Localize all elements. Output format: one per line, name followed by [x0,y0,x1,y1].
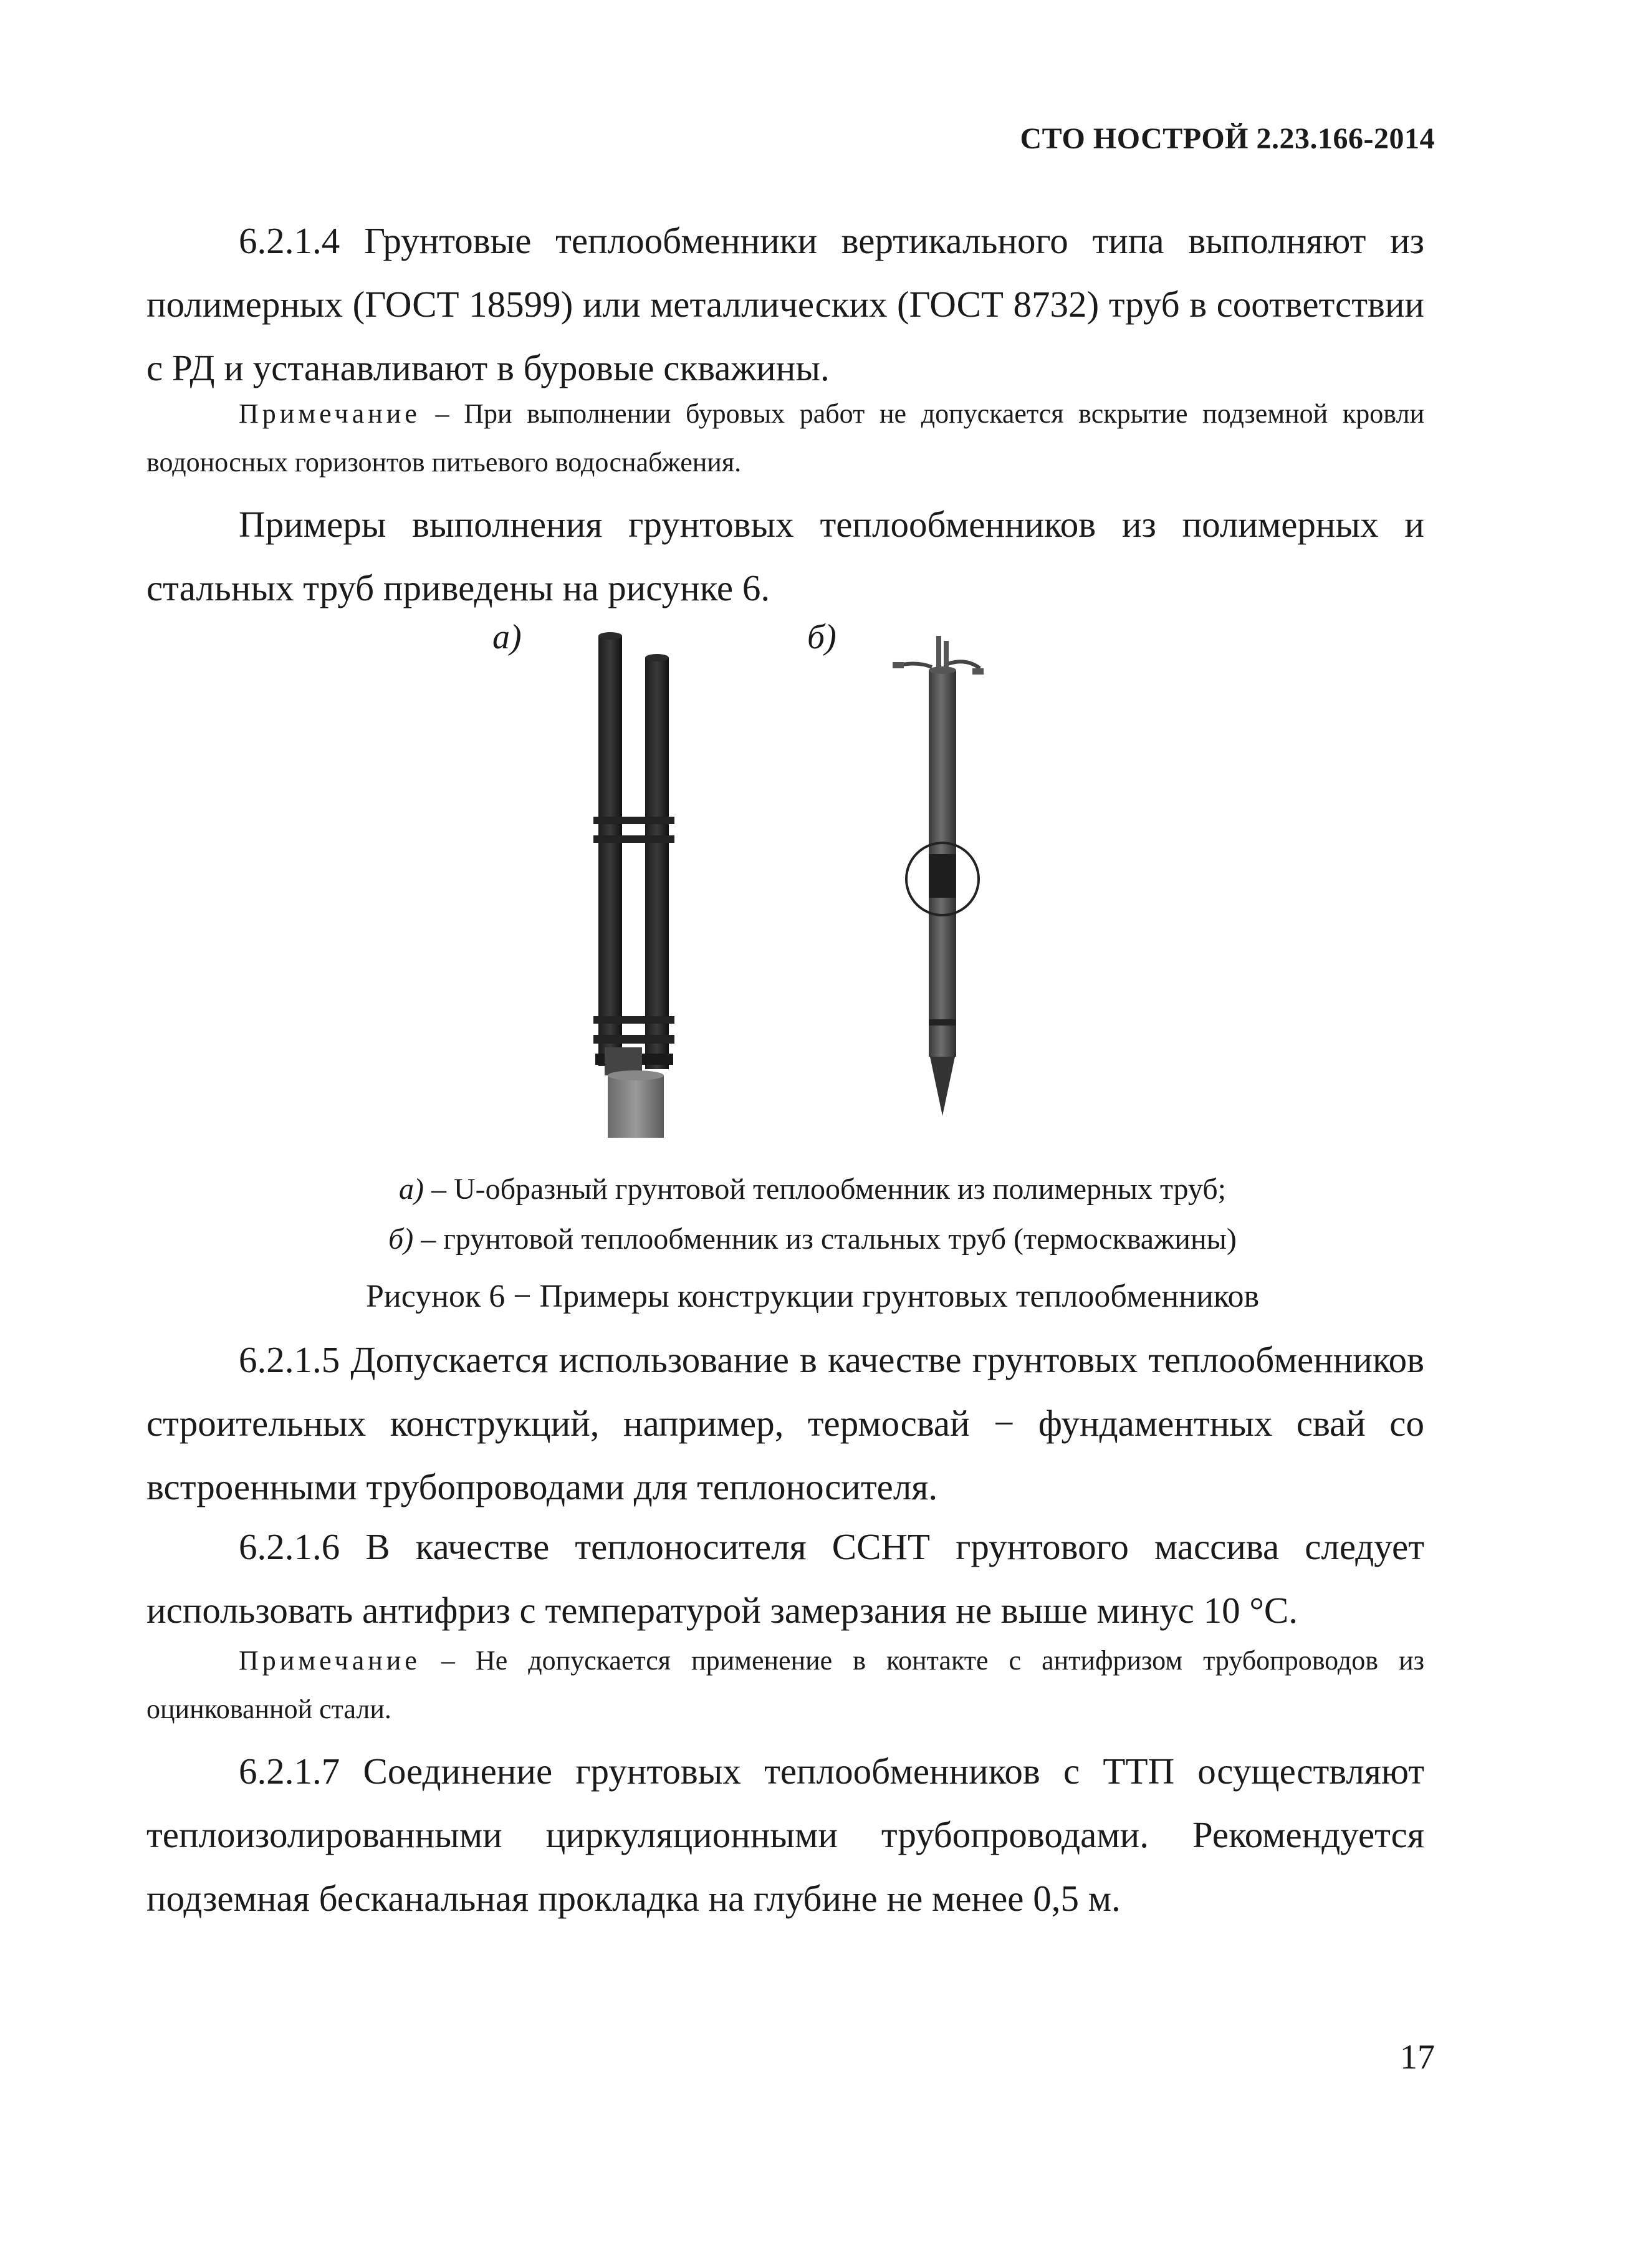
paragraph-6-2-1-7: 6.2.1.7 Соединение грунтовых теплообменников с ТТП осуществляют теплоизолированными циркуляционными трубопроводами. Рекомендуется подземная бесканальная прокладка на глубине не менее 0,5 м. [146,1751,1424,1919]
note-2 [146,1636,1424,1734]
figure-intro [146,493,1424,620]
section-6-2-1-7 [146,1739,1424,1930]
paragraph-figure-intro: Примеры выполнения грунтовых теплообменников из полимерных и стальных труб приведены на рисунке 6. [146,504,1424,608]
paragraph-6-2-1-5: 6.2.1.5 Допускается использование в качестве грунтовых теплообменников строительных конструкций, например, термосвай − фундаментных свай со встроенными трубопроводами для теплоносителя. [146,1339,1424,1507]
section-6-2-1-5 [146,1328,1424,1519]
caption-a-text: – U-образный грунтовой теплообменник из полимерных труб; [423,1173,1226,1206]
note-2-label: Примечание [239,1645,421,1676]
note-1-body: – При выполнении буровых работ не допускается вскрытие подземной кровли водоносных горизонтов питьевого водоснабжения. [146,398,1424,478]
figure-label-a: а) [492,618,522,656]
page-number: 17 [1400,2038,1435,2077]
note-1-label: Примечание [239,398,421,429]
paragraph-6-2-1-4: 6.2.1.4 Грунтовые теплообменники вертикального типа выполняют из полимерных (ГОСТ 18599) или металлических (ГОСТ 8732) труб в соответствии с РД и устанавливают в буровые скважины. [146,220,1424,388]
steel-pipe-heat-exchanger-image [879,623,1004,1141]
u-shaped-polymer-heat-exchanger-image [580,623,704,1141]
section-6-2-1-4 [146,209,1424,400]
figure-label-b: б) [807,618,836,656]
section-6-2-1-6 [146,1515,1424,1642]
note-2-text [146,1636,1424,1734]
note-1 [146,390,1424,487]
caption-b-text: – грунтовой теплообменник из стальных труб (термоскважины) [413,1223,1237,1256]
figure-caption-a [0,1172,1625,1206]
caption-b-label: б) [388,1223,414,1256]
figure-caption-b [0,1222,1625,1256]
paragraph-6-2-1-6: 6.2.1.6 В качестве теплоносителя ССНТ грунтового массива следует использовать антифриз с температурой замерзания не выше минус 10 °С. [146,1526,1424,1631]
note-2-body: – Не допускается применение в контакте с антифризом трубопроводов из оцинкованной стали. [146,1645,1424,1724]
figure-title: Рисунок 6 − Примеры конструкции грунтовых теплообменников [366,1279,1259,1314]
document-code-header: СТО НОСТРОЙ 2.23.166-2014 [1020,122,1435,155]
caption-a-label: а) [398,1173,424,1206]
note-1-text [146,390,1424,487]
